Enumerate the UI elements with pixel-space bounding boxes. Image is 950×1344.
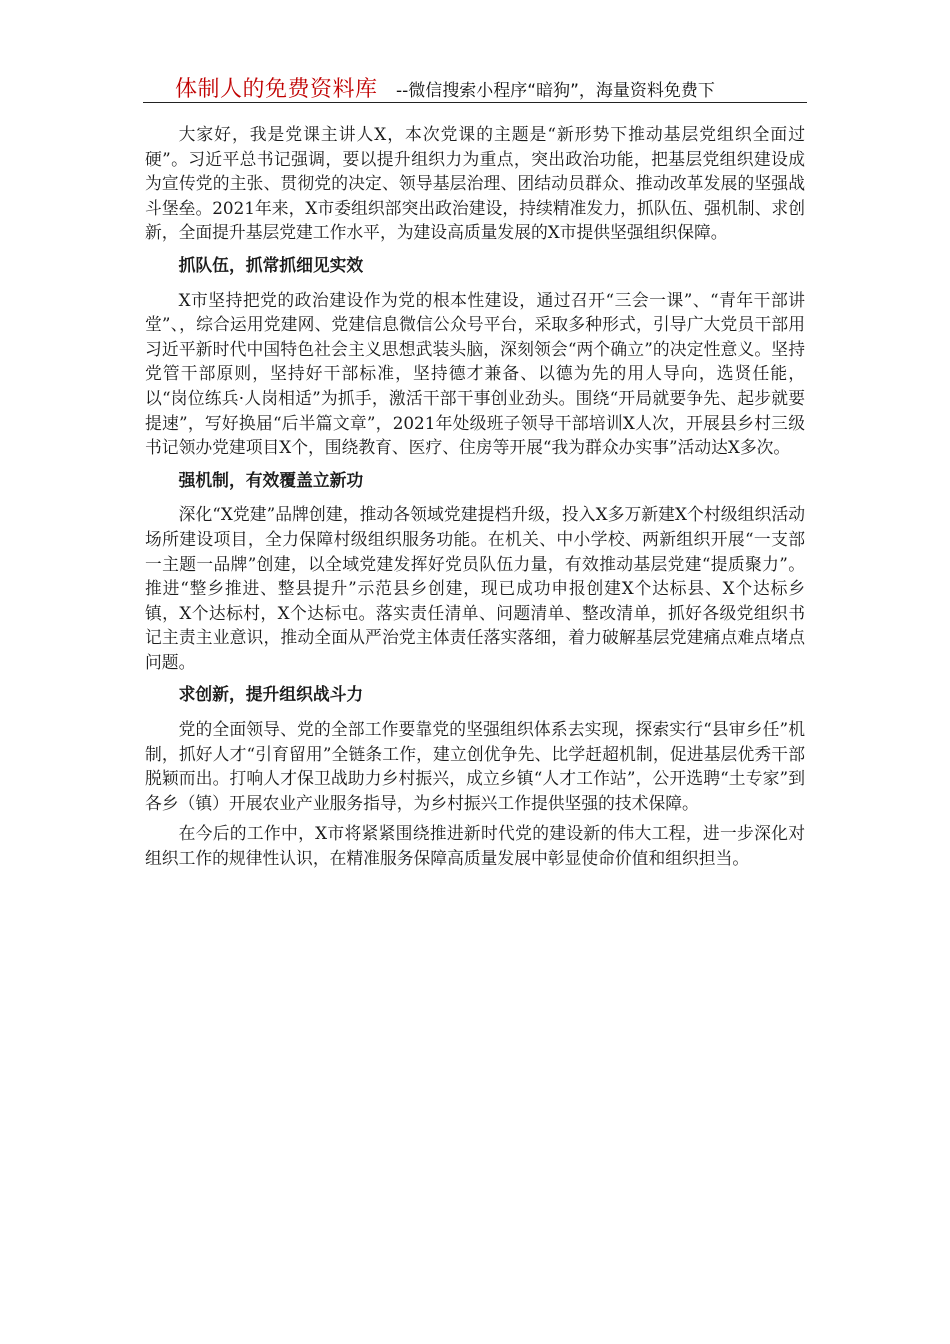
section-heading: 强机制，有效覆盖立新功 <box>178 469 364 490</box>
section-heading: 求创新，提升组织战斗力 <box>178 684 364 705</box>
section-paragraph: 深化“X党建”品牌创建，推动各领域党建提档升级，投入X多万新建X个村级组织活动场所建设项目，全力保障村级组织服务功能。在机关、中小学校、两新组织开展“一支部一主题一品牌”创建，以全域党建发挥好党员队伍力量，有效推动基层党建“提质聚力”。推进“整乡推进、整县提升”示范县乡创建，现已成功申报创建X个达标县、X个达标乡镇，X个达标村，X个达标屯。落实责任清单、问题清单、整改清单，抓好各级党组织书记主责主业意识，推动全面从严治党主体责任落实落细，着力破解基层党建痛点难点堵点问题。 <box>145 504 805 672</box>
header-tagline: --微信搜索小程序“暗狗”，海量资料免费下 <box>396 81 715 101</box>
section-heading: 抓队伍，抓常抓细见实效 <box>178 254 364 275</box>
closing-paragraph: 在今后的工作中，X市将紧紧围绕推进新时代党的建设新的伟大工程，进一步深化对组织工作的规律性认识，在精准服务保障高质量发展中彰显使命价值和组织担当。 <box>145 823 805 869</box>
section-paragraph: X市坚持把党的政治建设作为党的根本性建设，通过召开“三会一课”、“青年干部讲堂”、，综合运用党建网、党建信息微信公众号平台，采取多种形式，引导广大党员干部用习近平新时代中国特色社会主义思想武装头脑，深刻领会“两个确立”的决定性意义。坚持党管干部原则，坚持好干部标准，坚持德才兼备、以德为先的用人导向，选贤任能，以“岗位练兵·人岗相适”为抓手，激活干部干事创业劲头。围绕“开局就要争先、起步就要提速”，写好换届“后半篇文章”，2021年处级班子领导干部培训X人次，开展县乡村三级书记领办党建项目X个，围绕教育、医疗、住房等开展“我为群众办实事”活动达X多次。 <box>145 289 805 458</box>
document-body <box>145 122 805 877</box>
page-header <box>143 70 807 103</box>
intro-paragraph: 大家好，我是党课主讲人X，本次党课的主题是“新形势下推动基层党组织全面过硬”。习近平总书记强调，要以提升组织力为重点，突出政治功能，把基层党组织建设成为宣传党的主张、贯彻党的决定、领导基层治理、团结动员群众、推动改革发展的坚强战斗堡垒。2021年来，X市委组织部突出政治建设，持续精准发力，抓队伍、强机制、求创新，全面提升基层党建工作水平，为建设高质量发展的X市提供坚强组织保障。 <box>145 124 805 243</box>
header-brand: 体制人的免费资料库 <box>175 77 378 102</box>
section-paragraph: 党的全面领导、党的全部工作要靠党的坚强组织体系去实现，探索实行“县审乡任”机制，抓好人才“引育留用”全链条工作，建立创优争先、比学赶超机制，促进基层优秀干部脱颖而出。打响人才保卫战助力乡村振兴，成立乡镇“人才工作站”，公开选聘“土专家”到各乡（镇）开展农业产业服务指导，为乡村振兴工作提供坚强的技术保障。 <box>145 719 805 813</box>
